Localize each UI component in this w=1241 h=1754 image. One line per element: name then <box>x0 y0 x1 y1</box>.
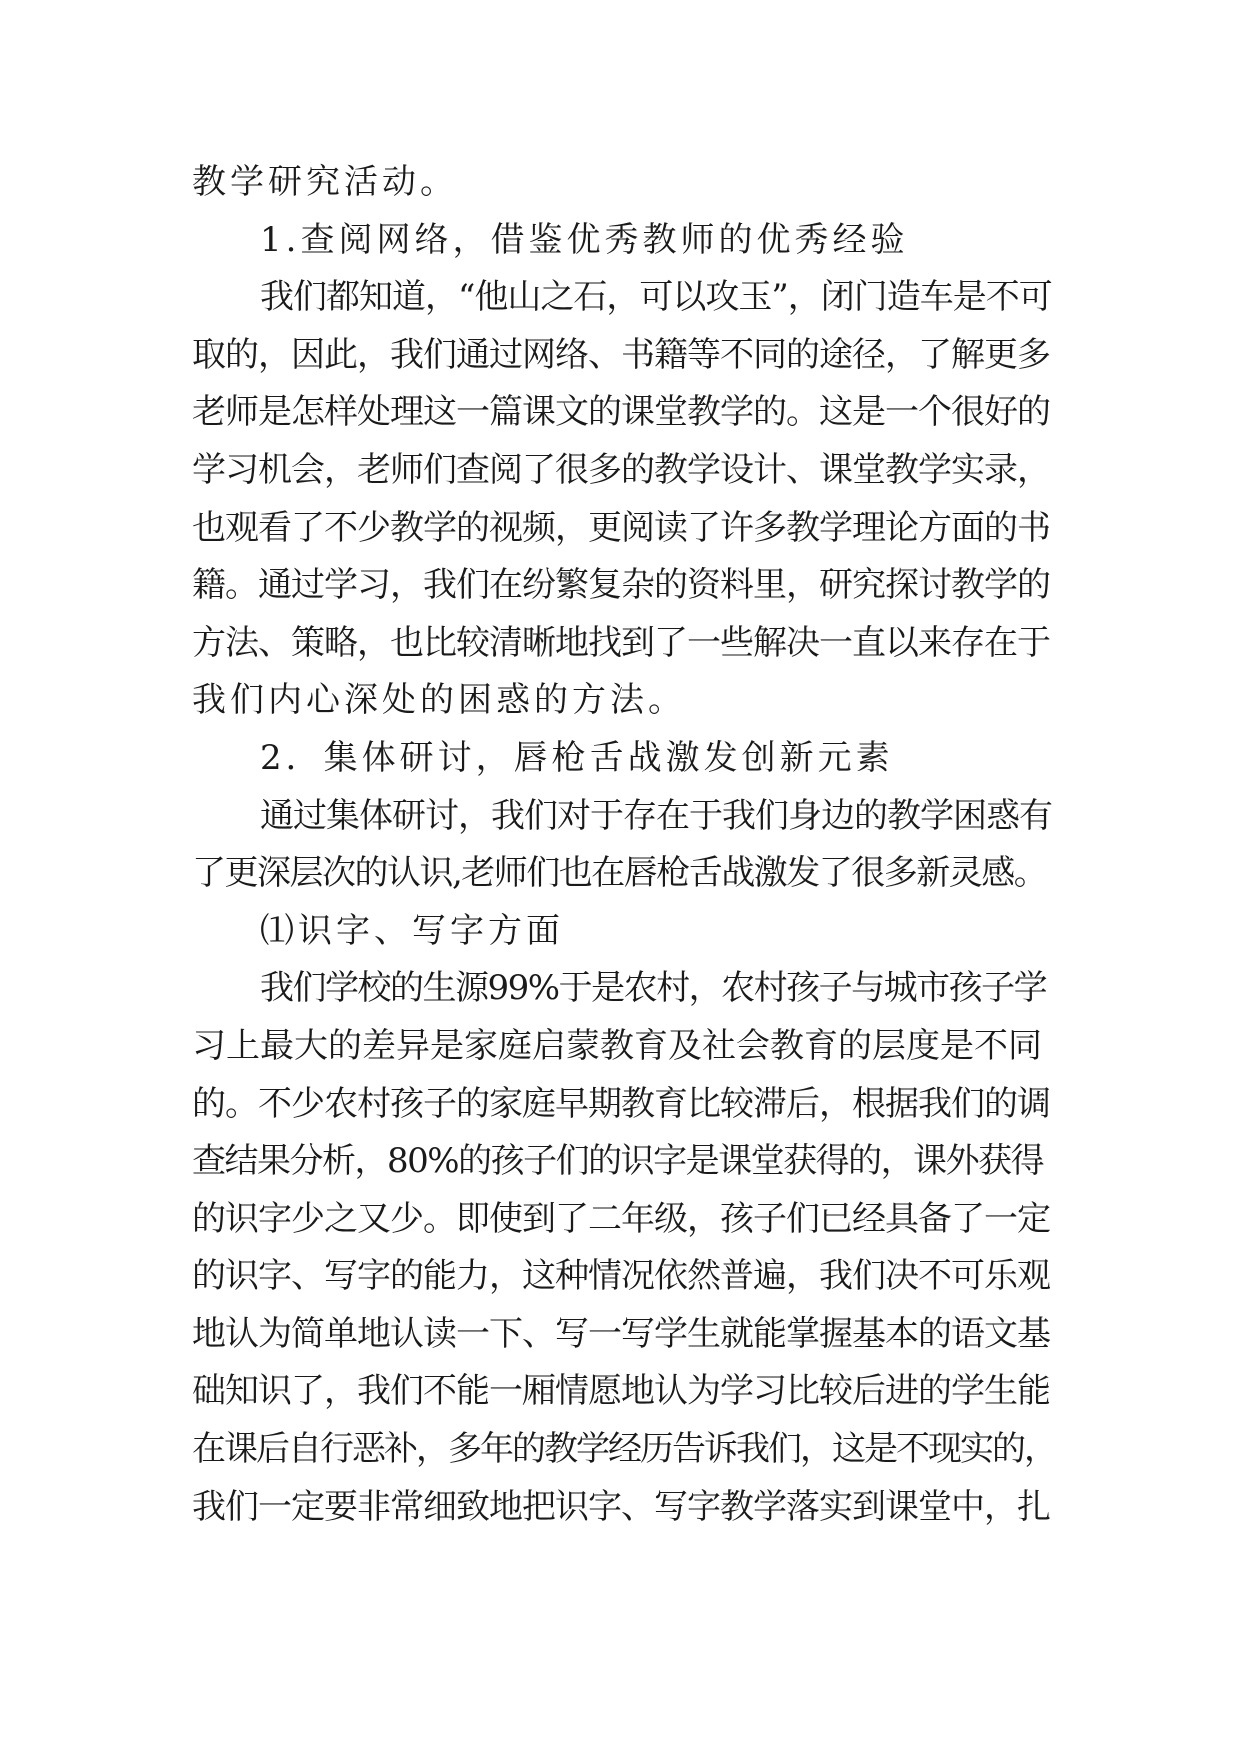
text-line: 老师是怎样处理这一篇课文的课堂教学的。这是一个很好的 <box>192 392 1050 433</box>
text-line: 取的，因此，我们通过网络、书籍等不同的途径，了解更多 <box>192 334 1050 375</box>
text-line: 的。不少农村孩子的家庭早期教育比较滞后，根据我们的调 <box>192 1083 1050 1124</box>
text-line: 习上最大的差异是家庭启蒙教育及社会教育的层度是不同 <box>192 1025 1042 1066</box>
text-line: 在课后自行恶补，多年的教学经历告诉我们，这是不现实的， <box>192 1429 1056 1470</box>
section-heading: 2．集体研讨，唇枪舌战激发创新元素 <box>260 737 894 778</box>
text-line: 查结果分析，80%的孩子们的识字是课堂获得的，课外获得 <box>192 1141 1044 1182</box>
text-line: 的识字少之又少。即使到了二年级，孩子们已经具备了一定 <box>192 1198 1050 1239</box>
text-line: 方法、策略，也比较清晰地找到了一些解决一直以来存在于 <box>192 622 1050 663</box>
text-line: 的识字、写字的能力，这种情况依然普遍，我们决不可乐观 <box>192 1256 1050 1297</box>
text-line: 学习机会，老师们查阅了很多的教学设计、课堂教学实录， <box>192 449 1050 490</box>
text-line: 我们学校的生源99%于是农村，农村孩子与城市孩子学 <box>260 968 1047 1009</box>
text-line: 我们一定要非常细致地把识字、写字教学落实到课堂中，扎 <box>192 1486 1050 1527</box>
text-line: 也观看了不少教学的视频，更阅读了许多教学理论方面的书 <box>192 507 1050 548</box>
text-line: 通过集体研讨，我们对于存在于我们身边的教学困惑有 <box>260 795 1052 836</box>
subsection-heading: ⑴识字、写字方面 <box>260 910 564 951</box>
text-line: 我们内心深处的困惑的方法。 <box>192 680 686 721</box>
text-line: 础知识了，我们不能一厢情愿地认为学习比较后进的学生能 <box>192 1371 1050 1412</box>
text-line: 教学研究活动。 <box>192 162 458 202</box>
text-line: 地认为简单地认读一下、写一写学生就能掌握基本的语文基 <box>192 1313 1050 1354</box>
text-line: 了更深层次的认识,老师们也在唇枪舌战激发了很多新灵感。 <box>192 853 1047 894</box>
text-line: 我们都知道，“他山之石，可以攻玉”，闭门造车是不可 <box>260 277 1052 318</box>
text-line: 籍。通过学习，我们在纷繁复杂的资料里，研究探讨教学的 <box>192 565 1050 606</box>
section-heading: 1.查阅网络，借鉴优秀教师的优秀经验 <box>260 219 909 260</box>
document-body <box>192 154 1056 1536</box>
